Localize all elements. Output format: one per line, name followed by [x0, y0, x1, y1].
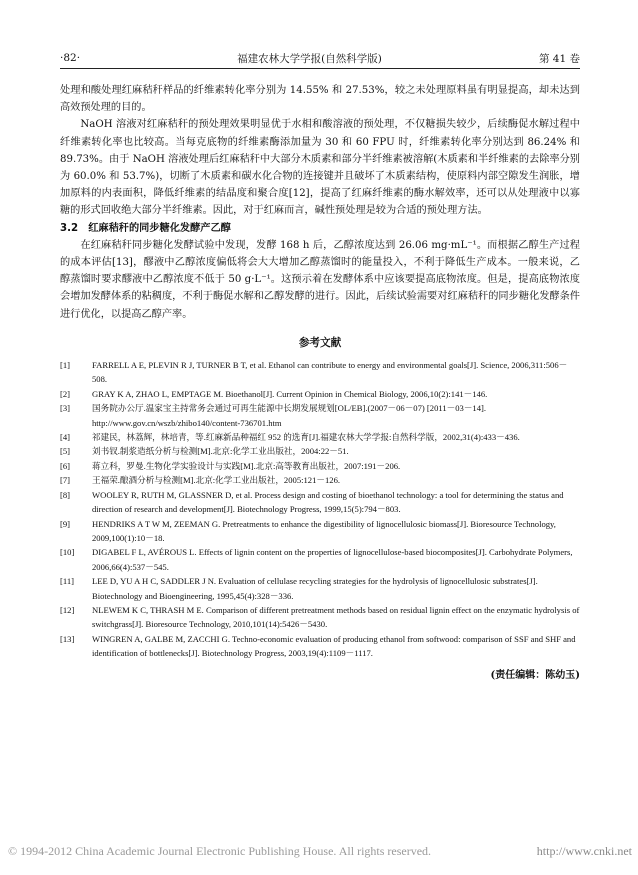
section-title: 3.2 红麻秸秆的同步糖化发酵产乙醇 [60, 222, 231, 234]
reference-number: [4] [60, 432, 71, 443]
reference-item [60, 488, 580, 517]
journal-title: 福建农林大学学报(自然科学版) [237, 52, 382, 65]
reference-number: [13] [60, 633, 75, 644]
reference-text: GRAY K A, ZHAO L, EMPTAGE M. Bioethanol[J]. Current Opinion in Chemical Biology, 2006,10(2):141－146. [92, 388, 488, 399]
reference-item [60, 574, 580, 603]
page-footer [8, 844, 632, 859]
reference-number: [8] [60, 489, 71, 500]
reference-number: [1] [60, 360, 71, 371]
reference-number: [11] [60, 576, 74, 587]
paragraph-2: NaOH 溶液对红麻秸秆的预处理效果明显优于水相和酸溶液的预处理，不仅糖损失较少，后续酶促水解过程中纤维素转化率也比较高。当每克底物的纤维素酶添加量为 30 和 60 FPU 时，纤维素转化率分别达到 86.24% 和 89.73%。由于 NaOH 溶液处理后红麻秸秆中大部分木质素和部分半纤维素被溶解(木质素和半纤维素的去除率分别为 60.0% 和 53.7%)，切断了木质素和碳水化合物的连接键并且破坏了木质素结构，使原料内部空隙发生润胀，增加原料的内表面积，降低纤维素的结晶度和聚合度[12]，提高了红麻纤维素的酶水解效率，还可以从处理液中以寡糖的形式回收绝大部分半纤维素。因此，对于红麻而言，碱性预处理是较为合适的预处理方法。 [60, 119, 580, 217]
reference-text: LEE D, YU A H C, SADDLER J N. Evaluation of cellulase recycling strategies for the hydrolysis of lignocellulosic substrates[J]. Biotechnology and Bioengineering, 1995,45(4):328－336. [92, 576, 538, 601]
reference-text: 刘书钗.制浆造纸分析与检测[M].北京:化学工业出版社，2004:22－51. [92, 446, 349, 457]
paragraph-1: 处理和酸处理红麻秸秆样品的纤维素转化率分别为 14.55% 和 27.53%，较之未处理原料虽有明显提高，却未达到高效预处理的目的。 [60, 85, 580, 114]
reference-text: HENDRIKS A T W M, ZEEMAN G. Pretreatments to enhance the digestibility of lignocellulosic biomass[J]. Bioresource Technology, 2009,100(1):10－18. [92, 518, 556, 543]
references-heading: 参考文献 [298, 336, 342, 349]
reference-text: 祁建民，林荔辉，林培青，等.红麻新品种福红 952 的选育[J].福建农林大学学报:自然科学版，2002,31(4):433－436. [92, 432, 520, 443]
reference-text: FARRELL A E, PLEVIN R J, TURNER B T, et al. Ethanol can contribute to energy and environmental goals[J]. Science, 2006,311:506－508. [92, 360, 568, 385]
reference-number: [7] [60, 475, 71, 486]
reference-number: [5] [60, 446, 71, 457]
editor-note: (责任编辑：陈幼玉) [490, 669, 580, 681]
reference-text: WOOLEY R, RUTH M, GLASSNER D, et al. Process design and costing of bioethanol technology: a tool for determining the status and direction of research and development[J]. Biotechnology Progress, 1999,15(5):794－803. [92, 489, 564, 515]
reference-text: 国务院办公厅.温家宝主持常务会通过可再生能源中长期发展规划[OL/EB].(2007－06－07) [2011－03－14]. http://www.gov.cn/wszb/zhibo140/content-736701.htm [92, 403, 487, 428]
header-rule [60, 68, 580, 69]
reference-item [60, 517, 580, 546]
site-link[interactable]: http://www.cnki.net [536, 844, 632, 858]
reference-list [60, 358, 580, 661]
paragraph-3: 在红麻秸秆同步糖化发酵试验中发现，发酵 168 h 后，乙醇浓度达到 26.06 mg·mL⁻¹。而根据乙醇生产过程的成本评估[13]，醪液中乙醇浓度偏低将会大大增加乙醇蒸馏时的能量投入，不利于降低生产成本。一般来说，乙醇蒸馏时要求醪液中乙醇浓度不低于 50 g·L⁻¹。这预示着在发酵体系中应该要提高底物浓度。但是，提高底物浓度会增加发酵体系的粘稠度，不利于酶促水解和乙醇发酵的进行。因此，后续试验需要对红麻秸秆的同步糖化发酵条件进行优化，以提高乙醇产率。 [60, 239, 580, 320]
article-body [60, 82, 580, 684]
reference-item [60, 473, 580, 487]
volume-label: 第 41 卷 [538, 52, 580, 65]
reference-text: 蒋立科，罗曼.生物化学实验设计与实践[M].北京:高等教育出版社，2007:191－206. [92, 460, 401, 471]
page-header [60, 50, 580, 66]
reference-item [60, 459, 580, 473]
reference-text: 王福荣.酿酒分析与检测[M].北京:化学工业出版社，2005:121－126. [92, 475, 341, 486]
reference-item [60, 444, 580, 458]
reference-text: DIGABEL F L, AVÉROUS L. Effects of lignin content on the properties of lignocellulose-based biocomposites[J]. Carbohydrate Polymers, 2006,66(4):537－545. [92, 547, 573, 572]
reference-item [60, 603, 580, 632]
reference-item [60, 387, 580, 401]
copyright-notice: © 1994-2012 China Academic Journal Electronic Publishing House. All rights reserved. [8, 844, 432, 858]
reference-number: [3] [60, 403, 71, 414]
reference-item [60, 358, 580, 387]
reference-number: [9] [60, 518, 71, 529]
page-number: ·82· [60, 52, 81, 64]
reference-text: WINGREN A, GALBE M, ZACCHI G. Techno-economic evaluation of producing ethanol from softwood: comparison of SSF and SHF and identification of bottlenecks[J]. Biotechnology Progress, 2003,19(4):1109－1117. [92, 633, 576, 659]
reference-item [60, 632, 580, 661]
reference-item [60, 545, 580, 574]
reference-item [60, 430, 580, 444]
reference-number: [12] [60, 604, 75, 615]
reference-item [60, 401, 580, 430]
reference-number: [6] [60, 460, 71, 471]
reference-number: [2] [60, 388, 71, 399]
reference-number: [10] [60, 547, 75, 558]
reference-text: NLEWEM K C, THRASH M E. Comparison of different pretreatment methods based on residual lignin effect on the enzymatic hydrolysis of switchgrass[J]. Bioresource Technology, 2010,101(14):5426－5430. [92, 604, 580, 630]
